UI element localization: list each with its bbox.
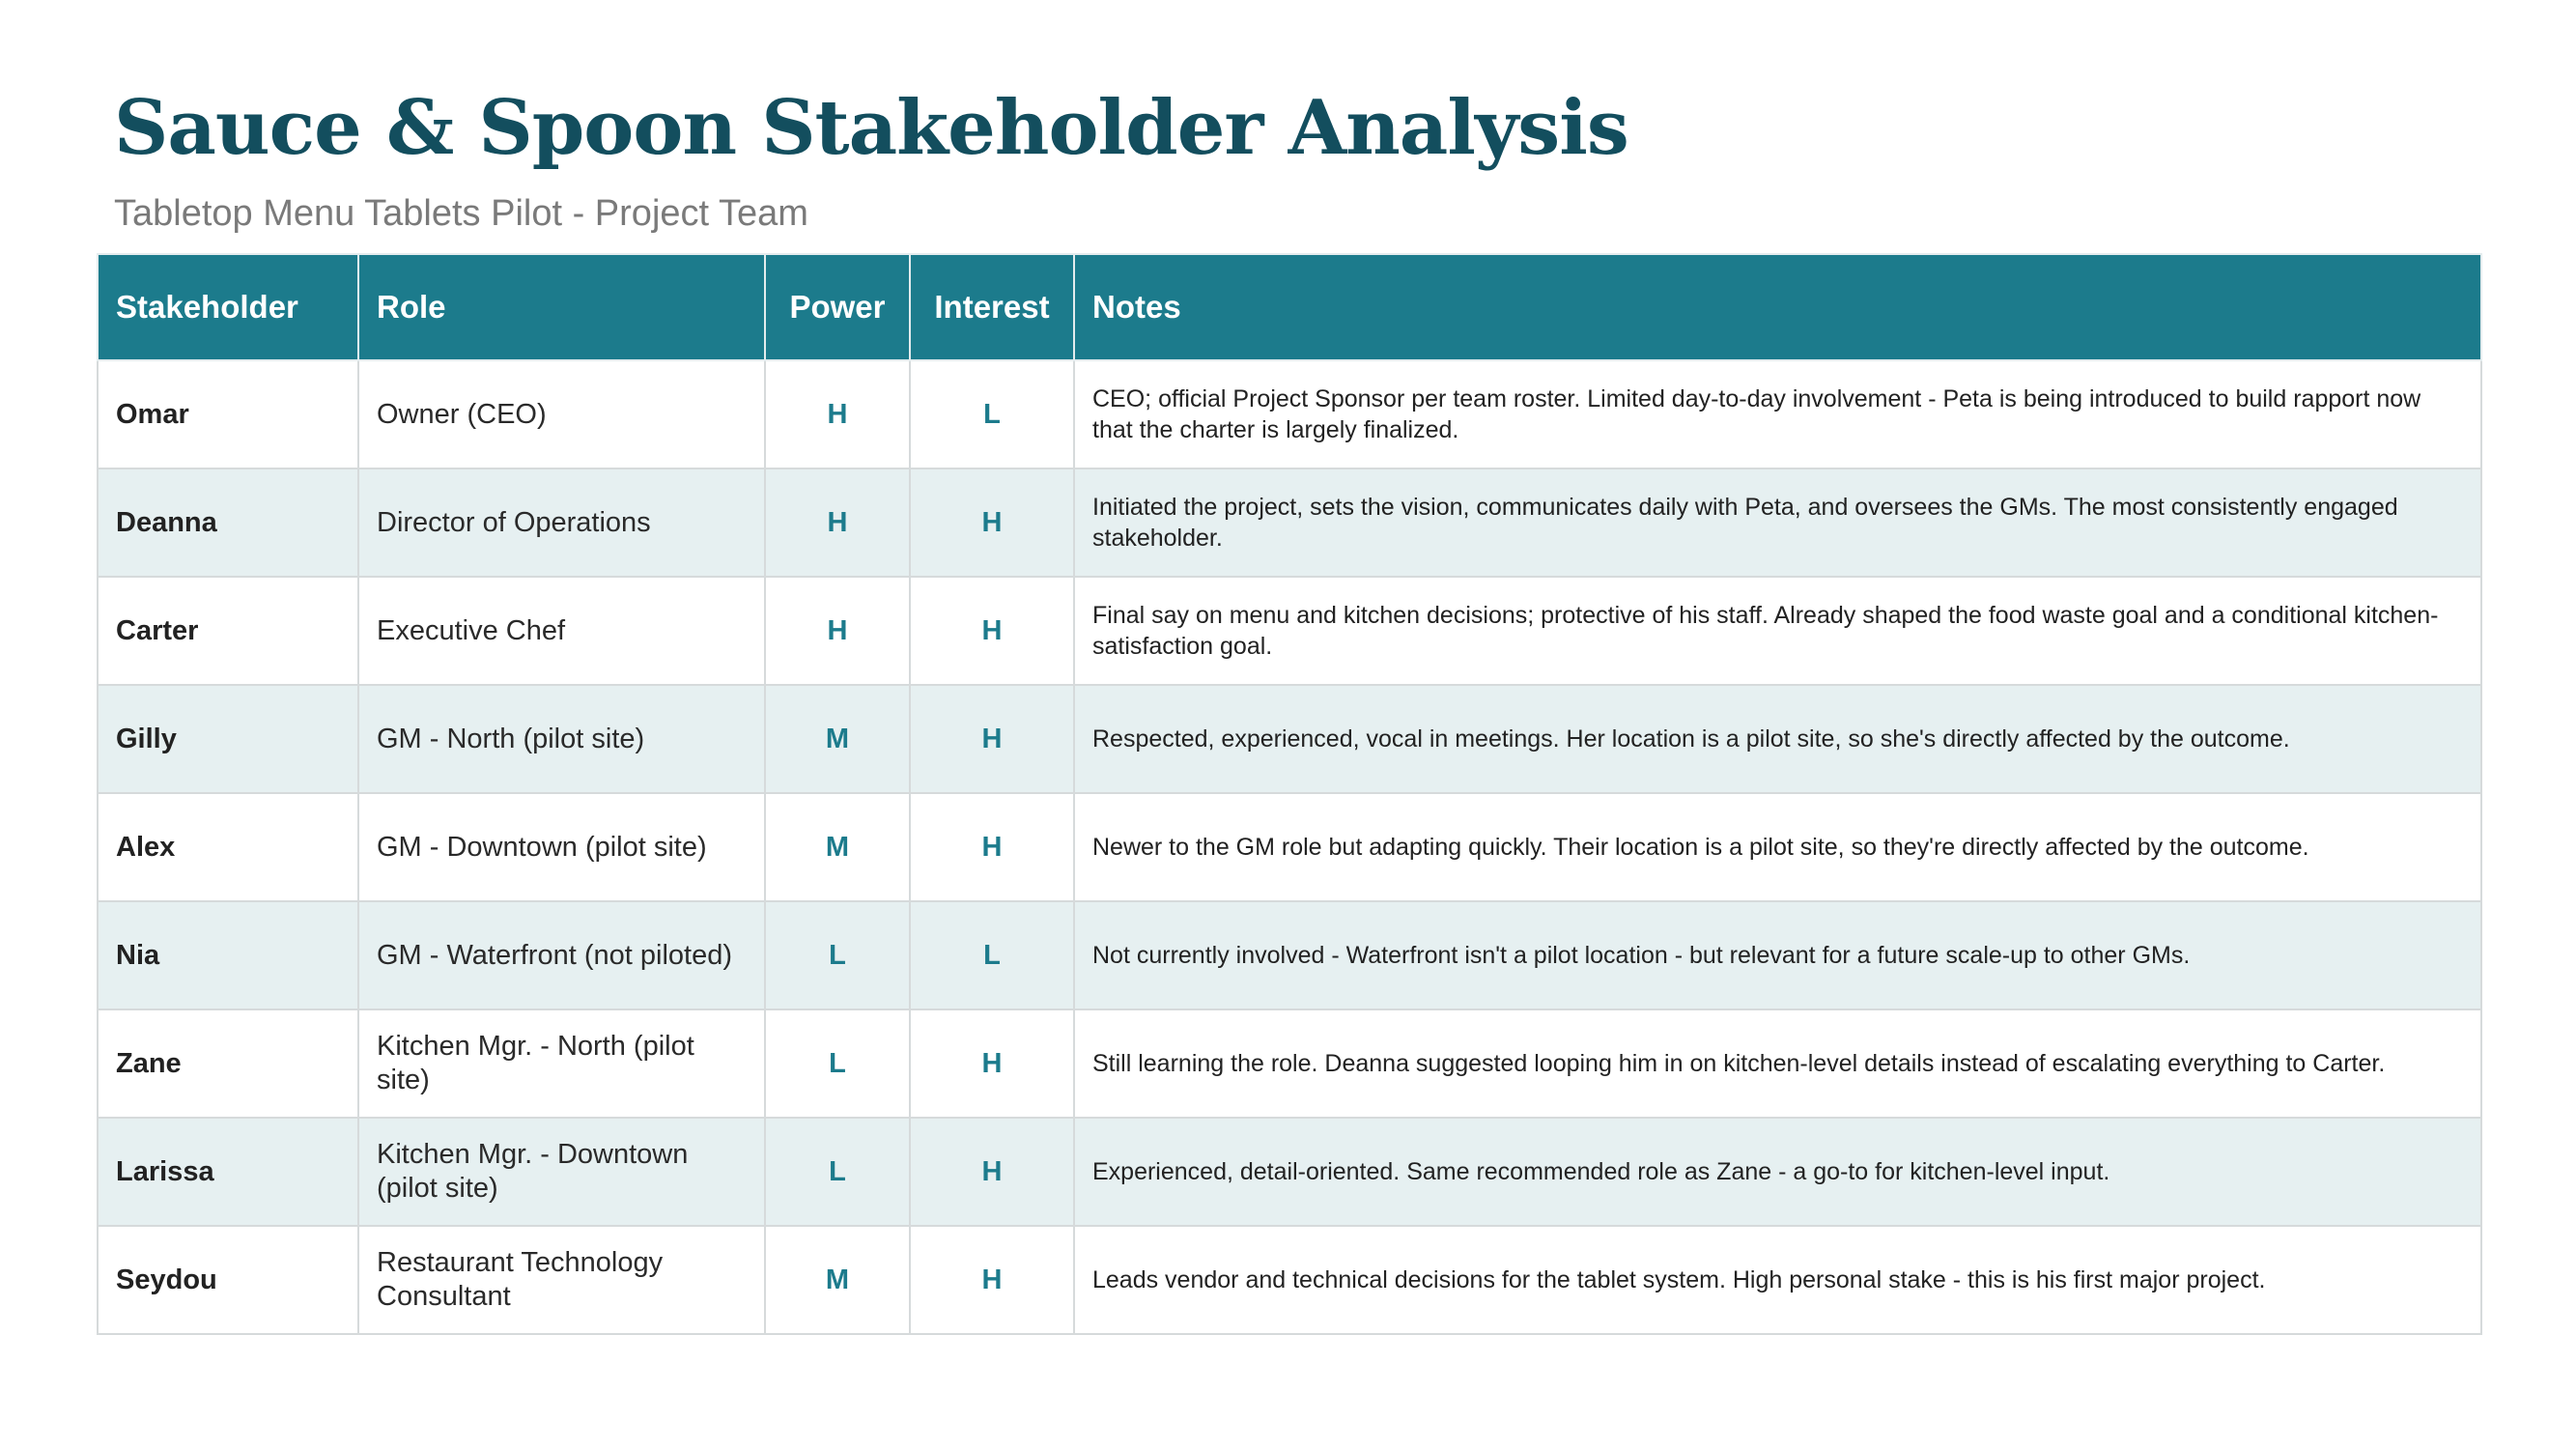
stakeholder-name: Seydou [98,1226,358,1334]
stakeholder-name: Carter [98,577,358,685]
table-row [98,1118,2481,1226]
stakeholder-notes: Still learning the role. Deanna suggested looping him in on kitchen-level details instead of escalating everything to Carter. [1074,1009,2481,1118]
interest-level: H [910,793,1074,901]
interest-level: H [910,1009,1074,1118]
table-row [98,793,2481,901]
stakeholder-notes: Initiated the project, sets the vision, communicates daily with Peta, and oversees the GMs. The most consistently engaged stakeholder. [1074,469,2481,577]
stakeholder-role: Kitchen Mgr. - North (pilot site) [358,1009,765,1118]
interest-level: L [910,360,1074,469]
stakeholder-name: Zane [98,1009,358,1118]
table-row [98,577,2481,685]
stakeholder-role: Kitchen Mgr. - Downtown (pilot site) [358,1118,765,1226]
stakeholder-role: Owner (CEO) [358,360,765,469]
table-row [98,685,2481,793]
stakeholder-notes: Leads vendor and technical decisions for the tablet system. High personal stake - this is his first major project. [1074,1226,2481,1334]
power-level: M [765,793,910,901]
column-header-notes: Notes [1074,254,2481,360]
stakeholder-notes: Newer to the GM role but adapting quickly. Their location is a pilot site, so they're directly affected by the outcome. [1074,793,2481,901]
table-row [98,469,2481,577]
page-subtitle: Tabletop Menu Tablets Pilot - Project Team [114,193,808,234]
stakeholder-role: GM - North (pilot site) [358,685,765,793]
table-row [98,901,2481,1009]
table-header-row [98,254,2481,360]
stakeholder-notes: Not currently involved - Waterfront isn't a pilot location - but relevant for a future scale-up to other GMs. [1074,901,2481,1009]
power-level: H [765,469,910,577]
stakeholder-table [97,253,2482,1335]
power-level: L [765,901,910,1009]
interest-level: H [910,1226,1074,1334]
interest-level: H [910,577,1074,685]
stakeholder-role: GM - Waterfront (not piloted) [358,901,765,1009]
stakeholder-role: Restaurant Technology Consultant [358,1226,765,1334]
power-level: L [765,1009,910,1118]
stakeholder-role: GM - Downtown (pilot site) [358,793,765,901]
stakeholder-name: Gilly [98,685,358,793]
power-level: H [765,360,910,469]
column-header-stakeholder: Stakeholder [98,254,358,360]
page-title: Sauce & Spoon Stakeholder Analysis [114,84,1628,172]
power-level: M [765,685,910,793]
stakeholder-notes: CEO; official Project Sponsor per team roster. Limited day-to-day involvement - Peta is being introduced to build rapport now that the charter is largely finalized. [1074,360,2481,469]
interest-level: H [910,685,1074,793]
stakeholder-role: Executive Chef [358,577,765,685]
table-row [98,1226,2481,1334]
stakeholder-notes: Experienced, detail-oriented. Same recommended role as Zane - a go-to for kitchen-level input. [1074,1118,2481,1226]
stakeholder-name: Omar [98,360,358,469]
table-row [98,360,2481,469]
stakeholder-name: Alex [98,793,358,901]
column-header-interest: Interest [910,254,1074,360]
power-level: M [765,1226,910,1334]
stakeholder-role: Director of Operations [358,469,765,577]
stakeholder-name: Deanna [98,469,358,577]
column-header-power: Power [765,254,910,360]
interest-level: H [910,1118,1074,1226]
power-level: L [765,1118,910,1226]
stakeholder-notes: Final say on menu and kitchen decisions; protective of his staff. Already shaped the food waste goal and a conditional kitchen-satisfaction goal. [1074,577,2481,685]
stakeholder-name: Nia [98,901,358,1009]
interest-level: L [910,901,1074,1009]
table-row [98,1009,2481,1118]
stakeholder-name: Larissa [98,1118,358,1226]
column-header-role: Role [358,254,765,360]
power-level: H [765,577,910,685]
interest-level: H [910,469,1074,577]
stakeholder-notes: Respected, experienced, vocal in meetings. Her location is a pilot site, so she's directly affected by the outcome. [1074,685,2481,793]
